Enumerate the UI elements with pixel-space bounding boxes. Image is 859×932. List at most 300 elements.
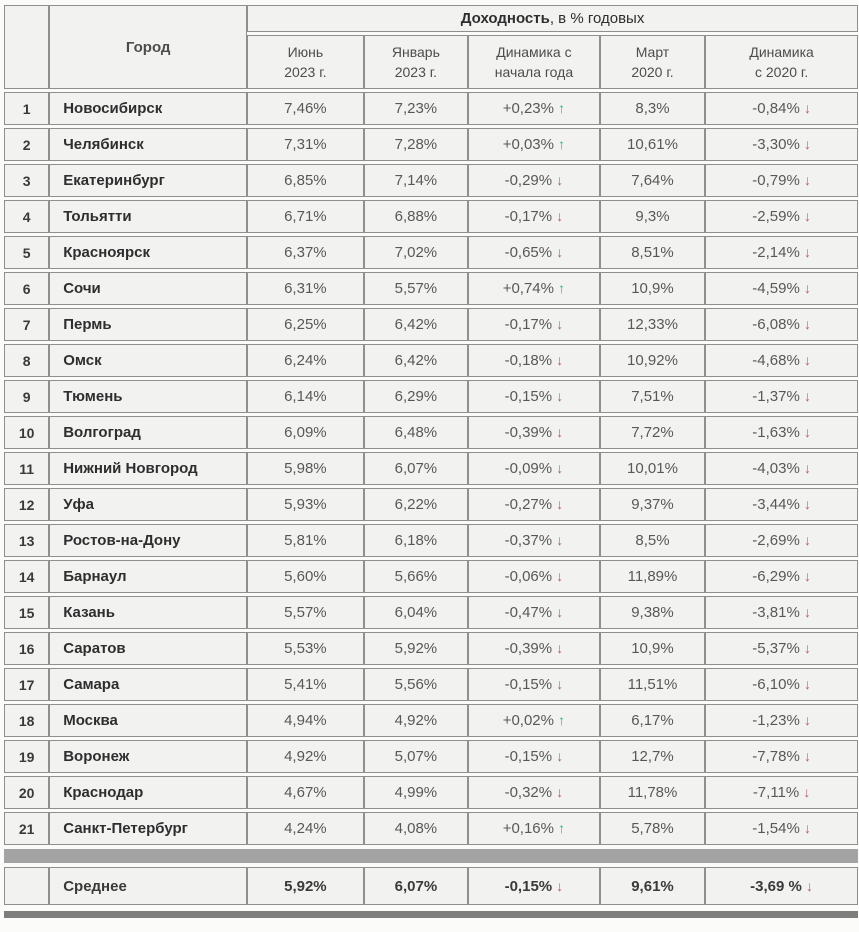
down-arrow-icon: ↓ bbox=[803, 604, 811, 620]
header-ytd-change bbox=[468, 35, 600, 89]
city-name bbox=[49, 344, 247, 377]
value-text: 5 bbox=[22, 244, 31, 261]
table-row bbox=[4, 92, 858, 125]
ytd-change-value bbox=[468, 308, 600, 341]
jan-2023-value bbox=[364, 704, 468, 737]
jan-2023-value bbox=[364, 452, 468, 485]
value-text: +0,16% bbox=[502, 820, 554, 837]
value-text: -3,30% bbox=[752, 136, 800, 153]
value-text: 6,37% bbox=[284, 244, 327, 261]
mar-2020-value bbox=[600, 740, 705, 773]
down-arrow-icon: ↓ bbox=[803, 136, 811, 152]
separator-band bbox=[4, 849, 858, 863]
header-line: с 2020 г. bbox=[755, 64, 809, 80]
value-text: 8,5% bbox=[635, 532, 670, 549]
value-text: Москва bbox=[63, 712, 118, 729]
jan-2023-value bbox=[364, 272, 468, 305]
ytd-change-value bbox=[468, 236, 600, 269]
jan-2023-value bbox=[364, 200, 468, 233]
value-text: -0,39% bbox=[504, 424, 553, 441]
value-text: 10,61% bbox=[627, 136, 678, 153]
value-text: 5,78% bbox=[631, 820, 674, 837]
value-text: Тольятти bbox=[63, 208, 132, 225]
value-text: 6,07% bbox=[394, 877, 438, 895]
header-jan-2023 bbox=[364, 35, 468, 89]
value-text: 7,31% bbox=[284, 136, 327, 153]
value-text: 6,48% bbox=[394, 424, 438, 441]
value-text: -1,23% bbox=[752, 712, 800, 729]
header-line: Июнь bbox=[287, 43, 324, 60]
value-text: 4,24% bbox=[284, 820, 327, 837]
value-text: 6,14% bbox=[284, 388, 327, 405]
row-number bbox=[4, 200, 49, 233]
mar-2020-value bbox=[600, 632, 705, 665]
value-text: -5,37% bbox=[752, 640, 800, 657]
down-arrow-icon: ↓ bbox=[803, 568, 811, 584]
value-text: 15 bbox=[18, 604, 35, 621]
value-text: 10 bbox=[18, 424, 35, 441]
value-text: 6,85% bbox=[284, 172, 327, 189]
header-since-2020-change bbox=[705, 35, 858, 89]
since-2020-change-value bbox=[705, 380, 858, 413]
value-text: +0,23% bbox=[502, 100, 554, 117]
table-row bbox=[4, 164, 858, 197]
ytd-change-value bbox=[468, 380, 600, 413]
value-text: 5,93% bbox=[284, 496, 327, 513]
row-number bbox=[4, 380, 49, 413]
june-2023-value bbox=[247, 272, 364, 305]
row-number bbox=[4, 236, 49, 269]
table-row bbox=[4, 596, 858, 629]
value-text: -0,27% bbox=[504, 496, 553, 513]
value-text: Омск bbox=[63, 352, 102, 369]
down-arrow-icon: ↓ bbox=[556, 640, 564, 656]
value-text: Нижний Новгород bbox=[63, 460, 198, 477]
value-text: 11 bbox=[19, 460, 34, 477]
value-text: 7,28% bbox=[394, 136, 438, 153]
down-arrow-icon: ↓ bbox=[556, 532, 564, 548]
value-text: Волгоград bbox=[63, 424, 141, 441]
value-text: Челябинск bbox=[63, 136, 144, 153]
header-mar-2020 bbox=[600, 35, 705, 89]
value-text: -2,59% bbox=[752, 208, 800, 225]
row-number bbox=[4, 524, 49, 557]
value-text: 16 bbox=[18, 640, 35, 657]
header-line: Январь bbox=[391, 43, 440, 60]
city-name bbox=[49, 560, 247, 593]
city-name bbox=[49, 128, 247, 161]
jan-2023-value bbox=[364, 128, 468, 161]
header-line: начала года bbox=[494, 64, 574, 80]
row-number bbox=[4, 776, 49, 809]
ytd-change-value bbox=[468, 668, 600, 701]
ytd-change-value bbox=[468, 596, 600, 629]
down-arrow-icon: ↓ bbox=[556, 424, 564, 440]
june-2023-value bbox=[247, 668, 364, 701]
table-row bbox=[4, 812, 858, 845]
ytd-change-value bbox=[468, 344, 600, 377]
row-number bbox=[4, 668, 49, 701]
jan-2023-value bbox=[364, 524, 468, 557]
since-2020-change-value bbox=[705, 632, 858, 665]
value-text: 7,64% bbox=[631, 172, 674, 189]
summary-since-2020-change-value bbox=[705, 867, 858, 905]
jan-2023-value bbox=[364, 740, 468, 773]
value-text: -4,68% bbox=[752, 352, 800, 369]
row-number bbox=[4, 272, 49, 305]
mar-2020-value bbox=[600, 380, 705, 413]
table-row bbox=[4, 344, 858, 377]
mar-2020-value bbox=[600, 200, 705, 233]
mar-2020-value bbox=[600, 596, 705, 629]
value-text: 4,92% bbox=[394, 712, 438, 729]
mar-2020-value bbox=[600, 344, 705, 377]
city-name bbox=[49, 452, 247, 485]
value-text: Казань bbox=[63, 604, 115, 621]
city-name bbox=[49, 812, 247, 845]
row-number bbox=[4, 92, 49, 125]
value-text: 8,51% bbox=[631, 244, 674, 261]
ytd-change-value bbox=[468, 200, 600, 233]
value-text: -0,15% bbox=[504, 748, 553, 765]
down-arrow-icon: ↓ bbox=[556, 460, 564, 476]
mar-2020-value bbox=[600, 704, 705, 737]
summary-label: Среднее bbox=[49, 867, 247, 905]
header-line: Март bbox=[635, 43, 670, 60]
table-row bbox=[4, 272, 858, 305]
value-text: 10,92% bbox=[627, 352, 678, 369]
summary-june-2023-value bbox=[247, 867, 364, 905]
header-yield-group-subtitle: , в % годовых bbox=[549, 10, 645, 27]
value-text: 9,37% bbox=[631, 496, 674, 513]
mar-2020-value bbox=[600, 524, 705, 557]
since-2020-change-value bbox=[705, 164, 858, 197]
value-text: 10,01% bbox=[627, 460, 678, 477]
summary-table bbox=[4, 864, 858, 908]
mar-2020-value bbox=[600, 416, 705, 449]
value-text: -1,54% bbox=[752, 820, 800, 837]
value-text: -7,78% bbox=[752, 748, 800, 765]
since-2020-change-value bbox=[705, 236, 858, 269]
city-name bbox=[49, 380, 247, 413]
row-number bbox=[4, 704, 49, 737]
value-text: 12 bbox=[18, 496, 35, 513]
june-2023-value bbox=[247, 380, 364, 413]
value-text: Уфа bbox=[63, 496, 95, 513]
bottom-border-bar bbox=[4, 911, 858, 918]
table-row bbox=[4, 704, 858, 737]
ytd-change-value bbox=[468, 92, 600, 125]
table-row bbox=[4, 452, 858, 485]
value-text: 7,46% bbox=[284, 100, 327, 117]
value-text: 7,72% bbox=[631, 424, 674, 441]
mar-2020-value bbox=[600, 128, 705, 161]
value-text: Новосибирск bbox=[63, 100, 163, 117]
since-2020-change-value bbox=[705, 92, 858, 125]
value-text: -4,59% bbox=[752, 280, 800, 297]
value-text: Воронеж bbox=[63, 748, 130, 765]
down-arrow-icon: ↓ bbox=[803, 388, 811, 404]
down-arrow-icon: ↓ bbox=[556, 316, 564, 332]
value-text: 6,42% bbox=[394, 316, 438, 333]
value-text: Саратов bbox=[63, 640, 126, 657]
since-2020-change-value bbox=[705, 128, 858, 161]
down-arrow-icon: ↓ bbox=[803, 352, 811, 368]
value-text: 10,9% bbox=[631, 640, 674, 657]
value-text: 6,88% bbox=[394, 208, 438, 225]
table-row bbox=[4, 740, 858, 773]
down-arrow-icon: ↓ bbox=[556, 388, 564, 404]
value-text: -0,29% bbox=[504, 172, 553, 189]
jan-2023-value bbox=[364, 812, 468, 845]
june-2023-value bbox=[247, 632, 364, 665]
table-row bbox=[4, 524, 858, 557]
value-text: 4,99% bbox=[394, 784, 438, 801]
value-text: 6,07% bbox=[394, 460, 438, 477]
value-text: -3,81% bbox=[752, 604, 800, 621]
summary-ytd-change-value bbox=[468, 867, 600, 905]
value-text: 6,09% bbox=[284, 424, 327, 441]
since-2020-change-value bbox=[705, 704, 858, 737]
value-text: +0,74% bbox=[502, 280, 554, 297]
value-text: 5,41% bbox=[284, 676, 327, 693]
value-text: -0,37% bbox=[504, 532, 553, 549]
value-text: 9,38% bbox=[631, 604, 674, 621]
since-2020-change-value bbox=[705, 740, 858, 773]
since-2020-change-value bbox=[705, 308, 858, 341]
table-row bbox=[4, 560, 858, 593]
june-2023-value bbox=[247, 236, 364, 269]
summary-row-number bbox=[4, 867, 49, 905]
mar-2020-value bbox=[600, 92, 705, 125]
jan-2023-value bbox=[364, 416, 468, 449]
down-arrow-icon: ↓ bbox=[556, 496, 564, 512]
jan-2023-value bbox=[364, 596, 468, 629]
value-text: 2 bbox=[22, 136, 31, 153]
value-text: 19 bbox=[18, 748, 35, 765]
row-number bbox=[4, 128, 49, 161]
down-arrow-icon: ↓ bbox=[803, 280, 811, 296]
value-text: Барнаул bbox=[63, 568, 127, 585]
down-arrow-icon: ↓ bbox=[803, 748, 811, 764]
row-number bbox=[4, 812, 49, 845]
down-arrow-icon: ↓ bbox=[556, 208, 564, 224]
mar-2020-value bbox=[600, 668, 705, 701]
value-text: 6,17% bbox=[631, 712, 674, 729]
city-name bbox=[49, 740, 247, 773]
since-2020-change-value bbox=[705, 416, 858, 449]
up-arrow-icon: ↑ bbox=[558, 820, 566, 836]
value-text: -0,15% bbox=[504, 388, 553, 405]
june-2023-value bbox=[247, 776, 364, 809]
ytd-change-value bbox=[468, 740, 600, 773]
down-arrow-icon: ↓ bbox=[803, 532, 811, 548]
city-name bbox=[49, 704, 247, 737]
value-text: Сочи bbox=[63, 280, 101, 297]
header-line: 2023 г. bbox=[394, 64, 438, 80]
value-text: 7,23% bbox=[394, 100, 438, 117]
yield-table bbox=[4, 2, 858, 848]
value-text: -4,03% bbox=[752, 460, 800, 477]
value-text: 17 bbox=[18, 676, 35, 693]
down-arrow-icon: ↓ bbox=[556, 568, 564, 584]
row-number bbox=[4, 308, 49, 341]
value-text: 5,57% bbox=[394, 280, 438, 297]
table-row bbox=[4, 776, 858, 809]
table-row bbox=[4, 632, 858, 665]
value-text: -0,79% bbox=[752, 172, 800, 189]
value-text: 7,51% bbox=[631, 388, 674, 405]
value-text: 5,98% bbox=[284, 460, 327, 477]
value-text: -0,09% bbox=[504, 460, 553, 477]
value-text: 9 bbox=[22, 388, 31, 405]
city-name bbox=[49, 164, 247, 197]
since-2020-change-value bbox=[705, 452, 858, 485]
value-text: 5,07% bbox=[394, 748, 438, 765]
header-group-row bbox=[4, 5, 858, 32]
down-arrow-icon: ↓ bbox=[803, 208, 811, 224]
mar-2020-value bbox=[600, 560, 705, 593]
value-text: 14 bbox=[18, 568, 35, 585]
table-row bbox=[4, 200, 858, 233]
table-row bbox=[4, 308, 858, 341]
city-name bbox=[49, 92, 247, 125]
value-text: 5,57% bbox=[284, 604, 327, 621]
row-number bbox=[4, 416, 49, 449]
ytd-change-value bbox=[468, 128, 600, 161]
row-number bbox=[4, 632, 49, 665]
down-arrow-icon: ↓ bbox=[556, 784, 564, 800]
value-text: -2,69% bbox=[752, 532, 800, 549]
value-text: 5,53% bbox=[284, 640, 327, 657]
value-text: -2,14% bbox=[752, 244, 800, 261]
up-arrow-icon: ↑ bbox=[558, 280, 566, 296]
city-name bbox=[49, 272, 247, 305]
value-text: 21 bbox=[18, 820, 35, 837]
value-text: 8,3% bbox=[635, 100, 670, 117]
value-text: 11,51% bbox=[627, 676, 678, 693]
ytd-change-value bbox=[468, 452, 600, 485]
value-text: Пермь bbox=[63, 316, 112, 333]
value-text: Санкт-Петербург bbox=[63, 820, 188, 837]
table-row bbox=[4, 128, 858, 161]
value-text: -0,17% bbox=[504, 316, 553, 333]
down-arrow-icon: ↓ bbox=[806, 877, 814, 894]
value-text: 6 bbox=[22, 280, 31, 297]
value-text: 4,94% bbox=[284, 712, 327, 729]
value-text: +0,03% bbox=[502, 136, 554, 153]
header-june-2023 bbox=[247, 35, 364, 89]
since-2020-change-value bbox=[705, 668, 858, 701]
value-text: 18 bbox=[18, 712, 35, 729]
june-2023-value bbox=[247, 560, 364, 593]
header-line: Динамика с bbox=[496, 43, 572, 60]
city-name bbox=[49, 416, 247, 449]
value-text: 6,04% bbox=[394, 604, 438, 621]
since-2020-change-value bbox=[705, 200, 858, 233]
value-text: -0,65% bbox=[504, 244, 553, 261]
value-text: 12,7% bbox=[631, 748, 674, 765]
value-text: -0,15% bbox=[504, 676, 553, 693]
value-text: -6,08% bbox=[752, 316, 800, 333]
down-arrow-icon: ↓ bbox=[803, 820, 811, 836]
value-text: -0,17% bbox=[504, 208, 553, 225]
value-text: 6,25% bbox=[284, 316, 327, 333]
ytd-change-value bbox=[468, 416, 600, 449]
up-arrow-icon: ↑ bbox=[558, 136, 566, 152]
value-text: +0,02% bbox=[502, 712, 554, 729]
value-text: Тюмень bbox=[63, 388, 123, 405]
value-text: 8 bbox=[22, 352, 31, 369]
jan-2023-value bbox=[364, 668, 468, 701]
jan-2023-value bbox=[364, 776, 468, 809]
value-text: Самара bbox=[63, 676, 120, 693]
value-text: 6,24% bbox=[284, 352, 327, 369]
down-arrow-icon: ↓ bbox=[556, 877, 564, 894]
june-2023-value bbox=[247, 128, 364, 161]
value-text: 6,71% bbox=[284, 208, 327, 225]
header-line: Динамика bbox=[749, 43, 814, 60]
row-number bbox=[4, 452, 49, 485]
value-text: 7,02% bbox=[394, 244, 438, 261]
value-text: -0,15% bbox=[504, 877, 553, 895]
value-text: Красноярск bbox=[63, 244, 150, 261]
up-arrow-icon: ↑ bbox=[558, 100, 566, 116]
mar-2020-value bbox=[600, 308, 705, 341]
june-2023-value bbox=[247, 452, 364, 485]
jan-2023-value bbox=[364, 488, 468, 521]
city-name bbox=[49, 308, 247, 341]
mar-2020-value bbox=[600, 452, 705, 485]
since-2020-change-value bbox=[705, 344, 858, 377]
value-text: 11,78% bbox=[627, 784, 678, 801]
mar-2020-value bbox=[600, 164, 705, 197]
city-name bbox=[49, 200, 247, 233]
mar-2020-value bbox=[600, 776, 705, 809]
city-name bbox=[49, 776, 247, 809]
value-text: -0,47% bbox=[504, 604, 553, 621]
ytd-change-value bbox=[468, 524, 600, 557]
city-name bbox=[49, 236, 247, 269]
down-arrow-icon: ↓ bbox=[803, 712, 811, 728]
value-text: 9,3% bbox=[635, 208, 670, 225]
value-text: -0,84% bbox=[752, 100, 800, 117]
header-row-number bbox=[4, 5, 49, 89]
value-text: -0,39% bbox=[504, 640, 553, 657]
down-arrow-icon: ↓ bbox=[803, 460, 811, 476]
row-number bbox=[4, 740, 49, 773]
jan-2023-value bbox=[364, 560, 468, 593]
row-number bbox=[4, 344, 49, 377]
jan-2023-value bbox=[364, 380, 468, 413]
value-text: Екатеринбург bbox=[63, 172, 165, 189]
down-arrow-icon: ↓ bbox=[803, 316, 811, 332]
june-2023-value bbox=[247, 740, 364, 773]
row-number bbox=[4, 560, 49, 593]
june-2023-value bbox=[247, 416, 364, 449]
row-number bbox=[4, 164, 49, 197]
value-text: 5,56% bbox=[394, 676, 438, 693]
june-2023-value bbox=[247, 596, 364, 629]
mar-2020-value bbox=[600, 488, 705, 521]
down-arrow-icon: ↓ bbox=[556, 352, 564, 368]
value-text: 4,67% bbox=[284, 784, 327, 801]
table-header bbox=[4, 5, 858, 89]
city-name bbox=[49, 488, 247, 521]
since-2020-change-value bbox=[705, 560, 858, 593]
table-row bbox=[4, 380, 858, 413]
jan-2023-value bbox=[364, 344, 468, 377]
